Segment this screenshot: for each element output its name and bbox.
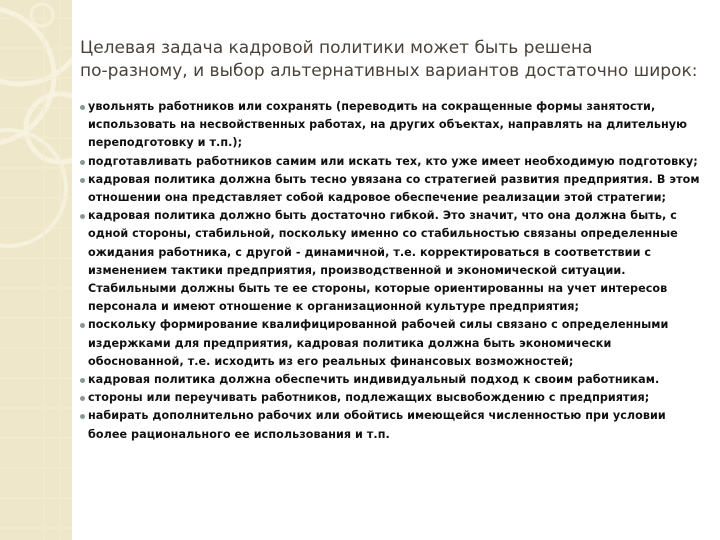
bullet-dot-icon <box>80 160 85 165</box>
bullet-item <box>80 207 708 316</box>
bullet-dot-icon <box>80 178 85 183</box>
bullet-dot-icon <box>80 414 85 419</box>
decorative-circles-graphic <box>0 0 72 540</box>
bullet-dot-icon <box>80 105 85 110</box>
slide-title <box>80 37 710 83</box>
bullet-text: набирать дополнительно рабочих или обойтись имеющейся численностью при условии более рационального ее использования и т.п. <box>88 409 666 441</box>
slide-title-line-1: Целевая задача кадровой политики может быть решена <box>80 38 593 58</box>
bullet-item <box>80 153 708 171</box>
bullet-dot-icon <box>80 323 85 328</box>
bullet-text: подготавливать работников самим или искать тех, кто уже имеет необходимую подготовку; <box>88 154 698 168</box>
bullet-item <box>80 171 708 207</box>
decorative-side-band <box>0 0 72 540</box>
bullet-list <box>80 98 708 444</box>
bullet-item <box>80 316 708 371</box>
bullet-text: стороны или переучивать работников, подлежащих высвобождению с предприятия; <box>88 391 650 405</box>
bullet-item <box>80 98 708 153</box>
bullet-text: кадровая политика должна быть тесно увязана со стратегией развития предприятия. В этом отношении она представляет собой кадровое обеспечение реализации этой стратегии; <box>88 172 700 205</box>
bullet-text: кадровая политика должно быть достаточно гибкой. Это значит, что она должна быть, с одной стороны, стабильной, поскольку именно со стабильностью связаны определенные ожидания работника, с другой - динамичной, т.е. корректироваться в соответствии с изменением тактики предприятия, производственной и экономической ситуации. Стабильными должны быть те ее стороны, которые ориентированны на учет интересов персонала и имеют отношение к организационной культуре предприятия; <box>88 209 678 314</box>
bullet-dot-icon <box>80 214 85 219</box>
bullet-item <box>80 407 708 443</box>
bullet-item <box>80 389 708 407</box>
bullet-text: поскольку формирование квалифицированной рабочей силы связано с определенными издержками для предприятия, кадровая политика должна быть экономически обоснованной, т.е. исходить из его реальных финансовых возможностей; <box>88 318 669 368</box>
bullet-text: увольнять работников или сохранять (переводить на сокращенные формы занятости, использовать на несвойственных работах, на других объектах, направлять на длительную переподготовку и т.п.); <box>88 100 688 150</box>
slide-title-line-2: по-разному, и выбор альтернативных вариантов достаточно широк: <box>80 61 698 81</box>
bullet-dot-icon <box>80 396 85 401</box>
bullet-text: кадровая политика должна обеспечить индивидуальный подход к своим работникам. <box>88 373 660 387</box>
bullet-item <box>80 371 708 389</box>
bullet-dot-icon <box>80 378 85 383</box>
